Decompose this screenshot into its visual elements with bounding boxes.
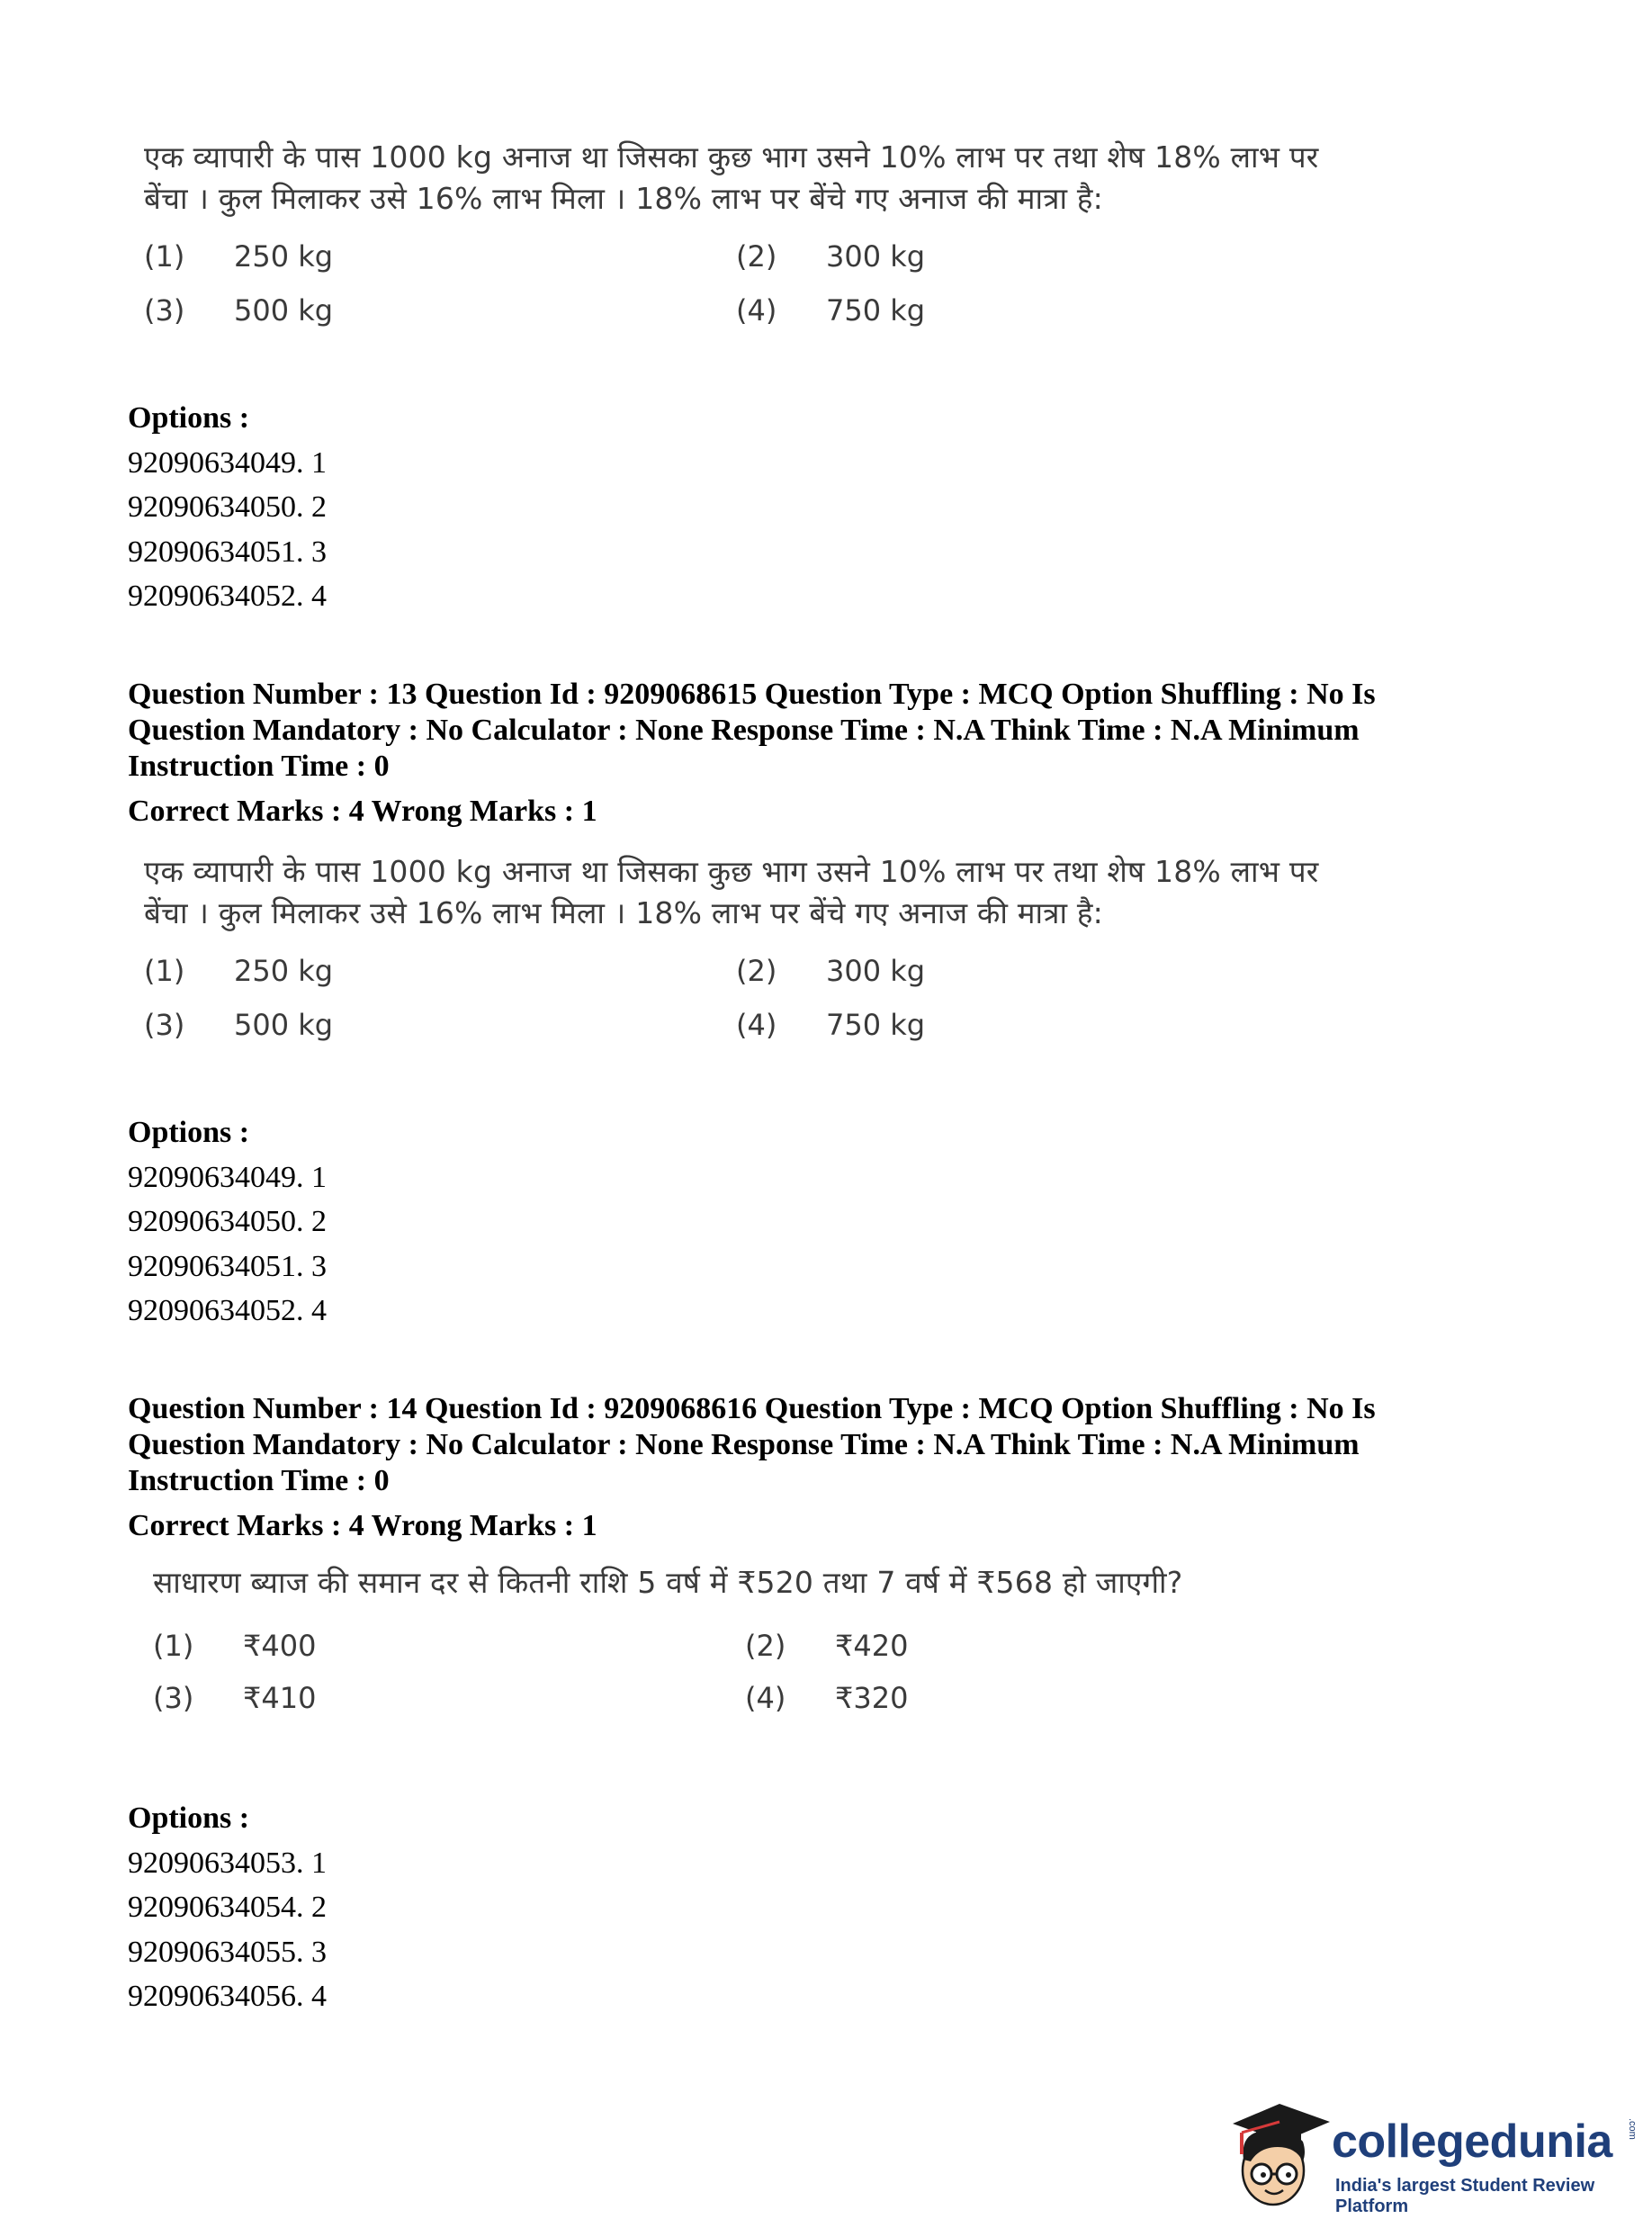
options-list	[128, 1796, 327, 2019]
question-image-14	[153, 1562, 1413, 1738]
question-meta-13: Question Number : 13 Question Id : 9209068615 Question Type : MCQ Option Shuffling : No Is Question Mandatory : No Calculator : None Response Time : N.A Think Time : N.A Minimum Instruction Time : 0 Correct Marks : 4 Wrong Marks : 1	[128, 677, 1531, 830]
option-id: 92090634050. 2	[128, 1205, 327, 1238]
question-image-12	[144, 137, 1404, 349]
marks-info: Correct Marks : 4 Wrong Marks : 1	[128, 1509, 597, 1542]
logo-tagline: India's largest Student Review Platform	[1335, 2176, 1595, 2216]
option-id: 92090634049. 1	[128, 1160, 327, 1194]
logo-wordmark: collegedunia	[1332, 2116, 1612, 2168]
option-id: 92090634052. 4	[128, 579, 327, 613]
option-id: 92090634054. 2	[128, 1891, 327, 1924]
option-id: 92090634050. 2	[128, 490, 327, 524]
options-heading: Options :	[128, 401, 250, 435]
question-text: एक व्यापारी के पास 1000 kg अनाज था जिसका कुछ भाग उसने 10% लाभ पर तथा शेष 18% लाभ पर बेंचा । कुल मिलाकर उसे 16% लाभ मिला । 18% लाभ पर बेंचे गए अनाज की मात्रा है:	[144, 139, 1319, 216]
answer-choices: (1) ₹400 (2) ₹420 (3) ₹410 (4) ₹320	[153, 1629, 909, 1715]
option-id: 92090634055. 3	[128, 1935, 327, 1969]
option-id: 92090634051. 3	[128, 1249, 327, 1283]
options-list	[128, 1110, 327, 1334]
options-heading: Options :	[128, 1801, 250, 1835]
question-text: साधारण ब्याज की समान दर से कितनी राशि 5 वर्ष में ₹520 तथा 7 वर्ष में ₹568 हो जाएगी?	[153, 1565, 1183, 1600]
question-text: एक व्यापारी के पास 1000 kg अनाज था जिसका कुछ भाग उसने 10% लाभ पर तथा शेष 18% लाभ पर बेंचा । कुल मिलाकर उसे 16% लाभ मिला । 18% लाभ पर बेंचे गए अनाज की मात्रा है:	[144, 854, 1319, 930]
option-id: 92090634051. 3	[128, 535, 327, 569]
student-mascot-icon	[1224, 2097, 1332, 2214]
options-heading: Options :	[128, 1116, 250, 1149]
question-image-13	[144, 851, 1404, 1064]
option-id: 92090634052. 4	[128, 1294, 327, 1327]
answer-choices: (1) 250 kg (2) 300 kg (3) 500 kg (4) 750 kg	[144, 239, 926, 328]
option-id: 92090634056. 4	[128, 1980, 327, 2013]
collegedunia-logo[interactable]	[1224, 2097, 1638, 2214]
option-id: 92090634053. 1	[128, 1846, 327, 1880]
options-list	[128, 396, 327, 619]
marks-info: Correct Marks : 4 Wrong Marks : 1	[128, 795, 597, 828]
logo-domain-suffix: .com	[1627, 2118, 1638, 2140]
answer-choices: (1) 250 kg (2) 300 kg (3) 500 kg (4) 750 kg	[144, 954, 926, 1042]
option-id: 92090634049. 1	[128, 445, 327, 480]
question-meta-14: Question Number : 14 Question Id : 9209068616 Question Type : MCQ Option Shuffling : No Is Question Mandatory : No Calculator : None Response Time : N.A Think Time : N.A Minimum Instruction Time : 0 Correct Marks : 4 Wrong Marks : 1	[128, 1391, 1531, 1544]
